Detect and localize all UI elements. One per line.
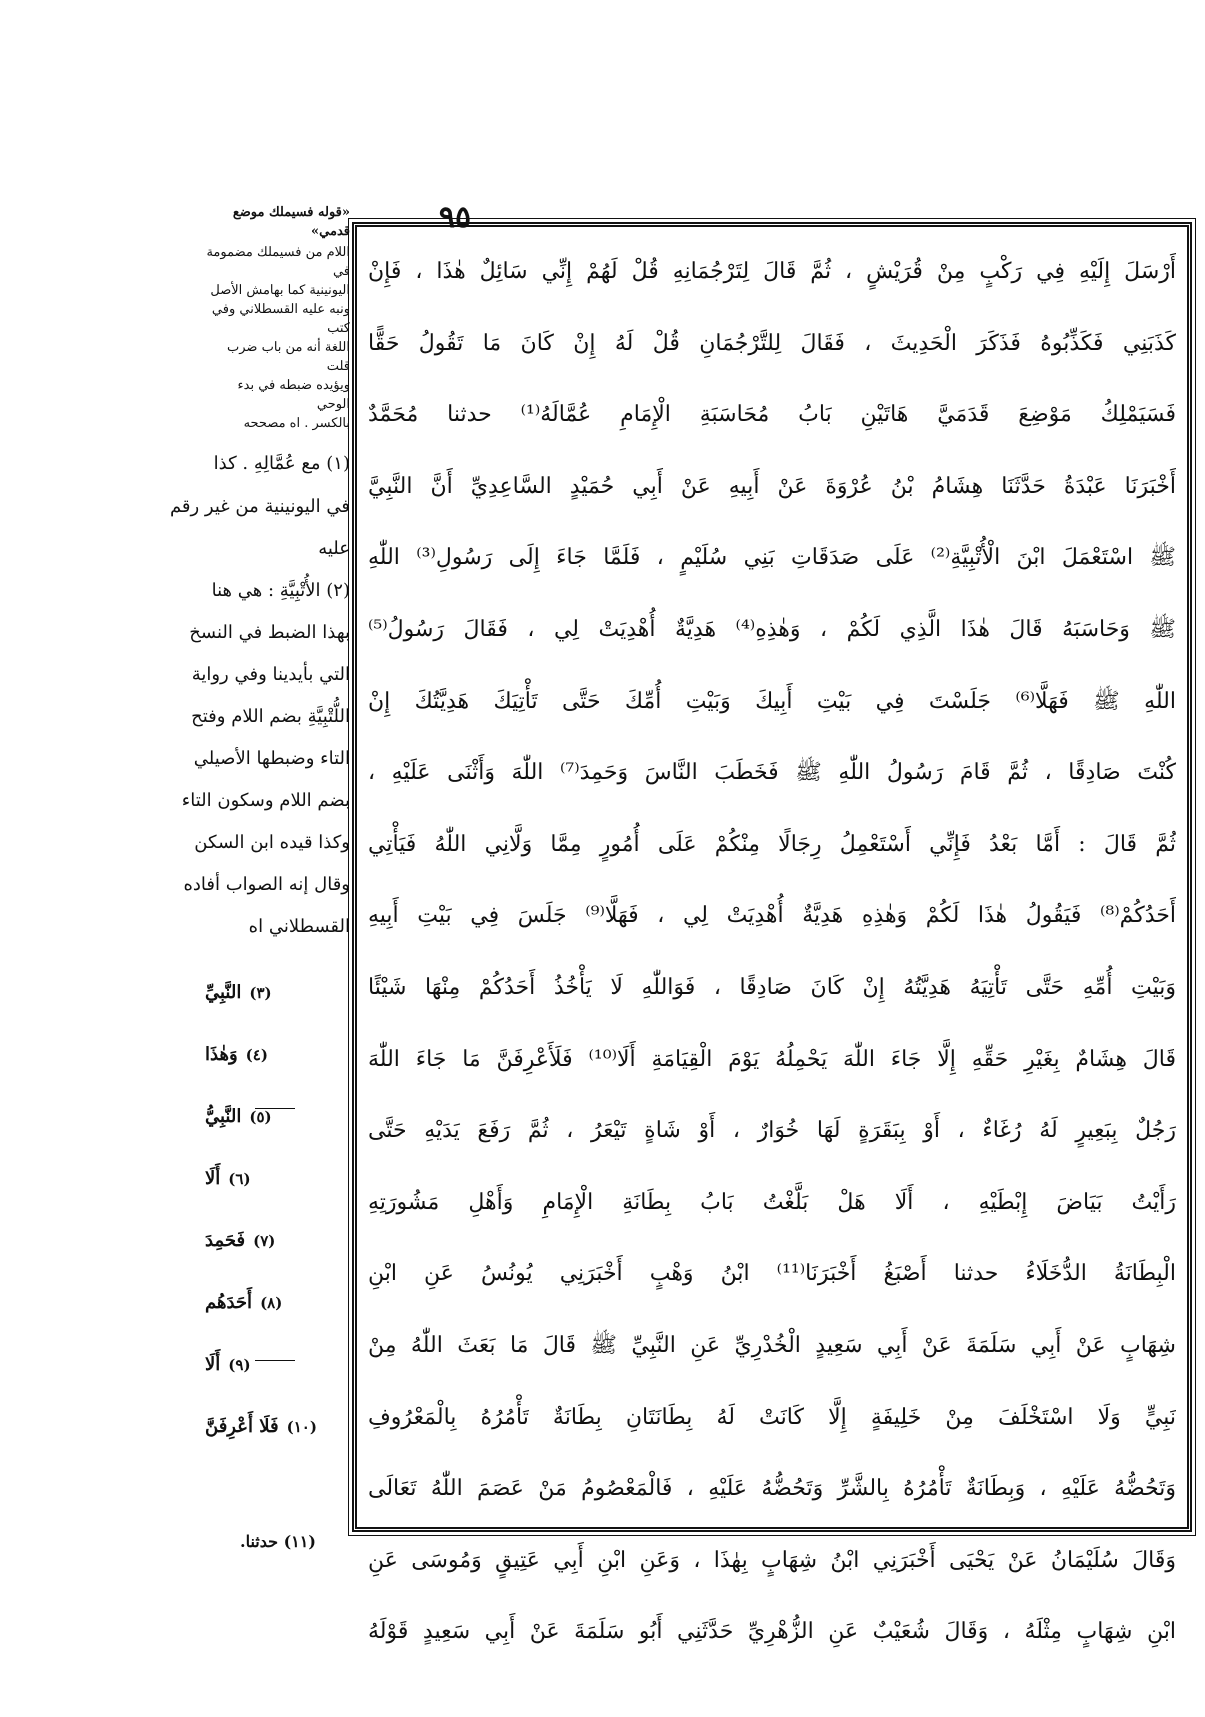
text-line: شِهَابٍ عَنْ أَبِي سَلَمَةَ عَنْ أَبِي سَعِيدٍ الْخُدْرِيِّ عَنِ النَّبِيِّ ﷺ قَالَ مَا بَعَثَ اللّٰهُ مِنْ [368, 1332, 1176, 1358]
variant-text: أَلَا [205, 1354, 221, 1375]
variant-reading [205, 1396, 350, 1458]
footnote-1-line: في اليونينية من غير رقم [169, 496, 350, 517]
text-line: اللّٰهِ ﷺ فَهَلَّا⁽⁶⁾ جَلَسْتَ فِي بَيْتِ أَبِيكَ وَبَيْتِ أُمِّكَ حَتَّى تَأْتِيَكَ هَدِيَّتُكَ إِنْ [368, 688, 1176, 714]
variant-reading [205, 1148, 350, 1210]
variant-number: (٨) [260, 1294, 283, 1312]
variant-text: فَلَا أَعْرِفَنَّ [205, 1416, 279, 1437]
margin-divider [255, 1360, 295, 1361]
text-line: أَحَدُكُمْ⁽⁸⁾ فَيَقُولُ هٰذَا لَكُمْ وَهٰذِهِ هَدِيَّةٌ أُهْدِيَتْ لِي ، فَهَلَّا⁽⁹⁾ جَلَسَ فِي بَيْتِ أَبِيهِ [368, 903, 1176, 929]
variant-text: أَلَا [205, 1168, 221, 1189]
variant-number: (٣) [249, 984, 272, 1002]
main-text-block [360, 236, 1184, 1645]
text-line: وَتَحُضُّهُ عَلَيْهِ ، وَبِطَانَةٌ تَأْمُرُهُ بِالشَّرِّ وَتَحُضُّهُ عَلَيْهِ ، فَالْمَعْصُومُ مَنْ عَصَمَ اللّٰهُ تَعَالَى [368, 1476, 1176, 1502]
variant-text: وَهٰذَا [205, 1044, 238, 1065]
variant-text: فَحَمِدَ [205, 1230, 246, 1251]
margin-notes [169, 203, 350, 948]
text-line: ﷺ وَحَاسَبَهُ قَالَ هٰذَا الَّذِي لَكُمْ ، وَهٰذِهِ⁽⁴⁾ هَدِيَّةٌ أُهْدِيَتْ لِي ، فَقَالَ رَسُولُ⁽⁵⁾ [368, 616, 1176, 642]
variant-text: أَحَدَهُم [205, 1292, 253, 1313]
text-line: نَبِيٍّ وَلَا اسْتَخْلَفَ مِنْ خَلِيفَةٍ إِلَّا كَانَتْ لَهُ بِطَانَتَانِ بِطَانَةٌ تَأْمُرُهُ بِالْمَعْرُوفِ [368, 1404, 1176, 1430]
text-line: فَسَيَمْلِكُ مَوْضِعَ قَدَمَيَّ هَاتَيْنِ بَابُ مُحَاسَبَةِ الْإِمَامِ عُمَّالَهُ⁽¹⁾ حدثنا مُحَمَّدٌ [368, 402, 1176, 428]
variant-reading [205, 1210, 350, 1272]
footnote-2-line: بضم اللام وسكون التاء [181, 790, 350, 811]
text-line: كُنْتَ صَادِقًا ، ثُمَّ قَامَ رَسُولُ اللّٰهِ ﷺ فَخَطَبَ النَّاسَ وَحَمِدَ⁽⁷⁾ اللّٰهَ وَأَثْنَى عَلَيْهِ ، [368, 760, 1176, 786]
margin-note-heading: «قوله فسيملك موضع قدمي» [232, 205, 350, 239]
variant-number: (٩) [228, 1356, 251, 1374]
text-line: وَقَالَ سُلَيْمَانُ عَنْ يَحْيَى أَخْبَرَنِي ابْنُ شِهَابٍ بِهٰذَا ، وَعَنِ ابْنِ أَبِي عَتِيقٍ وَمُوسَى عَنِ [368, 1547, 1176, 1573]
text-line: ﷺ اسْتَعْمَلَ ابْنَ الْأُتْبِيَّةِ⁽²⁾ عَلَى صَدَقَاتِ بَنِي سُلَيْمٍ ، فَلَمَّا جَاءَ إِلَى رَسُولِ⁽³⁾ اللّٰهِ [368, 545, 1176, 571]
margin-note-line: بالكسر . اه مصححه [243, 416, 350, 431]
text-line: كَذَبَنِي فَكَذِّبُوهُ فَذَكَرَ الْحَدِيثَ ، فَقَالَ لِلتَّرْجُمَانِ قُلْ لَهُ إِنْ كَانَ مَا تَقُولُ حَقًّا [368, 330, 1176, 356]
margin-note-line: ونبه عليه القسطلاني وفي كتب [211, 302, 350, 336]
text-line: الْبِطَانَةُ الدُّخَلَاءُ حدثنا أَصْبَغُ أَخْبَرَنَا⁽¹¹⁾ ابْنُ وَهْبٍ أَخْبَرَنِي يُونُسُ عَنِ ابْنِ [368, 1261, 1176, 1287]
margin-note-line: اليونينية كما بهامش الأصل [210, 283, 350, 298]
footnote-2-line: (٢) الأُتْبِيَّةِ : هي هنا [211, 580, 350, 601]
variant-reading [205, 1024, 350, 1086]
text-line: ابْنِ شِهَابٍ مِثْلَهُ ، وَقَالَ شُعَيْبٌ عَنِ الزُّهْرِيِّ حَدَّثَنِي أَبُو سَلَمَةَ عَنْ أَبِي سَعِيدٍ قَوْلَهُ [368, 1619, 1176, 1645]
variant-number: (٦) [228, 1170, 251, 1188]
variant-reading [205, 1086, 350, 1148]
text-line: رَأَيْتُ بَيَاضَ إِبْطَيْهِ ، أَلَا هَلْ بَلَّغْتُ بَابُ بِطَانَةِ الْإِمَامِ وَأَهْلِ مَشُورَتِهِ [368, 1189, 1176, 1215]
text-line: أَرْسَلَ إِلَيْهِ فِي رَكْبٍ مِنْ قُرَيْشٍ ، ثُمَّ قَالَ لِتَرْجُمَانِهِ قُلْ لَهُمْ إِنِّي سَائِلٌ هٰذَا ، فَإِنْ [368, 259, 1176, 284]
footnote-2-line: اللُّتْبِيَّةِ بضم اللام وفتح [191, 706, 350, 727]
variant-number: (٤) [245, 1046, 268, 1064]
variant-number: (١٠) [286, 1418, 317, 1436]
footnote-2-line: وكذا قيده ابن السكن [194, 832, 350, 853]
text-line: ثُمَّ قَالَ : أَمَّا بَعْدُ فَإِنِّي أَسْتَعْمِلُ رِجَالًا مِنْكُمْ عَلَى أُمُورٍ مِمَّا وَلَّانِي اللّٰهُ فَيَأْتِي [368, 831, 1176, 857]
text-line: وَبَيْتِ أُمِّهِ حَتَّى تَأْتِيَهُ هَدِيَّتُهُ إِنْ كَانَ صَادِقًا ، فَوَاللّٰهِ لَا يَأْخُذُ أَحَدُكُمْ مِنْهَا شَيْئًا [368, 974, 1176, 1000]
margin-divider [255, 1108, 295, 1109]
variant-reading [205, 1272, 350, 1334]
margin-note-line: اللغة أنه من باب ضرب قلت [227, 340, 350, 374]
footnote-11: (١١) حدثنا. [240, 1532, 316, 1551]
text-line: رَجُلٌ بِبَعِيرٍ لَهُ رُغَاءٌ ، أَوْ بِبَقَرَةٍ لَهَا خُوَارٌ ، أَوْ شَاةٍ تَيْعَرُ ، ثُمَّ رَفَعَ يَدَيْهِ حَتَّى [368, 1118, 1176, 1144]
variant-reading [205, 1334, 350, 1396]
text-line: قَالَ هِشَامٌ بِغَيْرِ حَقِّهِ إِلَّا جَاءَ اللّٰهَ يَحْمِلُهُ يَوْمَ الْقِيَامَةِ أَلَا⁽¹⁰⁾ فَلَأَعْرِفَنَّ مَا جَاءَ اللّٰهَ [368, 1046, 1176, 1072]
variant-readings [205, 962, 350, 1458]
variant-number: (٧) [253, 1232, 276, 1250]
footnote-1-line: (١) مع عُمَّالِهِ . كذا [213, 453, 350, 474]
text-line: أَخْبَرَنَا عَبْدَةُ حَدَّثَنَا هِشَامُ بْنُ عُرْوَةَ عَنْ أَبِيهِ عَنْ أَبِي حُمَيْدٍ السَّاعِدِيِّ أَنَّ النَّبِيَّ [368, 473, 1176, 499]
variant-reading [205, 962, 350, 1024]
variant-text: النَّبِيُّ [205, 1106, 242, 1127]
footnote-2-line: بهذا الضبط في النسخ [189, 622, 350, 643]
footnote-1-line: عليه [318, 538, 350, 559]
footnote-2-line: التاء وضبطها الأصيلي [193, 748, 350, 769]
margin-note-line: اللام من فسيملك مضمومة في [206, 245, 350, 279]
footnote-2-line: وقال إنه الصواب أفاده [183, 874, 350, 895]
page-number: ٩٥ [438, 200, 472, 235]
variant-text: النَّبِيِّ [205, 982, 242, 1003]
footnote-2-line: القسطلاني اه [248, 916, 350, 937]
margin-note-line: ويؤيده ضبطه في بدء الوحي [237, 378, 350, 412]
footnote-2-line: التي بأيدينا وفي رواية [191, 664, 350, 685]
variant-number: (٥) [249, 1108, 272, 1126]
